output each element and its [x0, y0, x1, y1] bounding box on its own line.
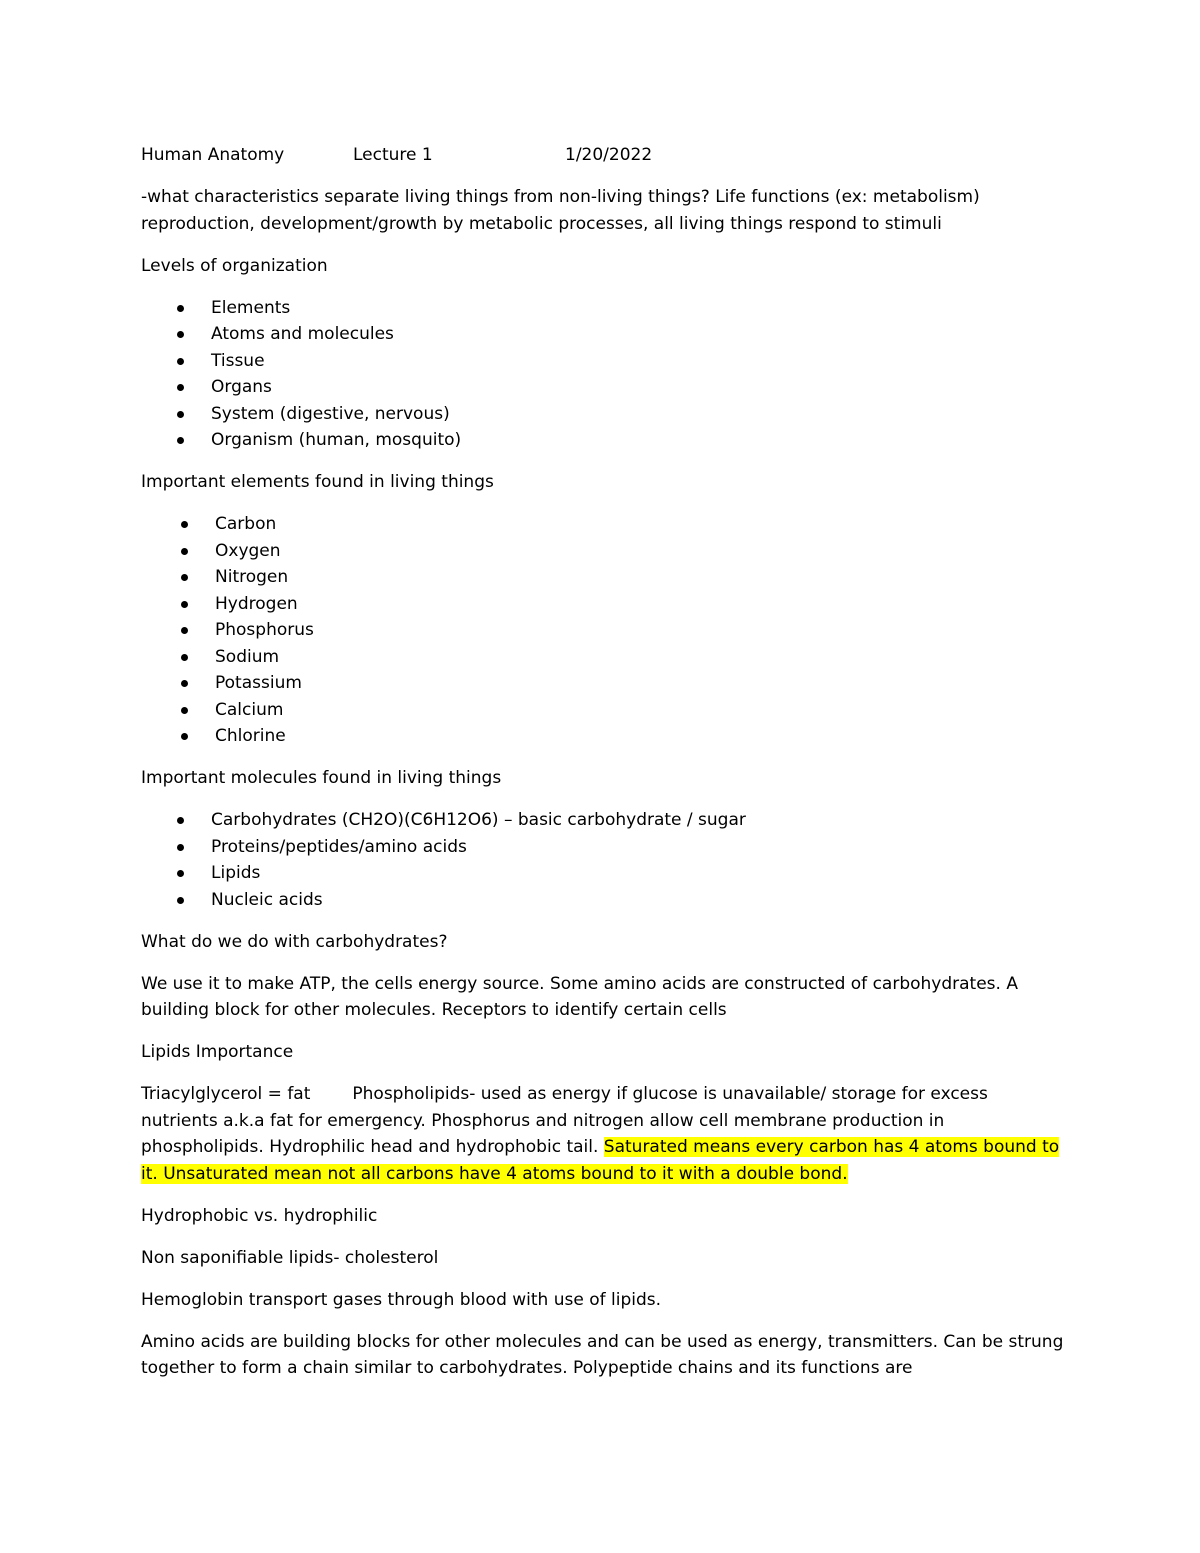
document-header — [141, 142, 1066, 169]
elements-list — [141, 511, 1066, 750]
lipids-body: Phospholipids- used as energy if glucose is unavailable/ storage for excess nutrients a.k.a fat for emergency. Phosphorus and nitrogen allow cell membrane production in phospholipids. Hydrophilic head and hydrophobic tail. — [141, 1084, 988, 1157]
intro-paragraph: -what characteristics separate living things from non-living things? Life functions (ex: metabolism) reproduction, development/growth by metabolic processes, all living things respond to stimuli — [141, 187, 980, 234]
list-item: System (digestive, nervous) — [141, 401, 1066, 428]
list-item: Chlorine — [141, 723, 1066, 750]
list-item: Lipids — [141, 860, 1066, 887]
list-item: Organism (human, mosquito) — [141, 427, 1066, 454]
highlighted-text: Saturated means every carbon has 4 atoms bound to it. Unsaturated mean not all carbons have 4 atoms bound to it with a double bond. — [141, 1137, 1060, 1184]
list-item: Tissue — [141, 348, 1066, 375]
lecture-number: Lecture 1 — [353, 145, 433, 165]
list-item: Atoms and molecules — [141, 321, 1066, 348]
lipids-term: Triacylglycerol = fat — [141, 1084, 311, 1104]
list-item: Oxygen — [141, 538, 1066, 565]
elements-heading: Important elements found in living things — [141, 472, 494, 492]
list-item: Nucleic acids — [141, 887, 1066, 914]
note-paragraph: Amino acids are building blocks for other molecules and can be used as energy, transmitters. Can be strung together to form a chain similar to carbohydrates. Polypeptide chains and its functions are — [141, 1331, 1064, 1378]
note-paragraph: Hemoglobin transport gases through blood with use of lipids. — [141, 1289, 662, 1310]
levels-list — [141, 295, 1066, 454]
lipids-paragraph — [141, 1081, 1066, 1187]
list-item: Proteins/peptides/amino acids — [141, 834, 1066, 861]
list-item: Nitrogen — [141, 564, 1066, 591]
note-paragraph: Non saponifiable lipids- cholesterol — [141, 1247, 439, 1268]
list-item: Carbohydrates (CH2O)(C6H12O6) – basic carbohydrate / sugar — [141, 807, 1066, 834]
carbs-question: What do we do with carbohydrates? — [141, 931, 448, 952]
list-item: Phosphorus — [141, 617, 1066, 644]
lecture-date: 1/20/2022 — [565, 145, 653, 165]
list-item: Organs — [141, 374, 1066, 401]
levels-heading: Levels of organization — [141, 255, 328, 276]
molecules-heading: Important molecules found in living things — [141, 768, 502, 788]
list-item: Sodium — [141, 644, 1066, 671]
list-item: Potassium — [141, 670, 1066, 697]
list-item: Elements — [141, 295, 1066, 322]
lipids-heading: Lipids Importance — [141, 1042, 294, 1062]
document-page — [141, 142, 1066, 1397]
molecules-list — [141, 807, 1066, 913]
list-item: Hydrogen — [141, 591, 1066, 618]
note-paragraph: Hydrophobic vs. hydrophilic — [141, 1205, 378, 1226]
list-item: Carbon — [141, 511, 1066, 538]
list-item: Calcium — [141, 697, 1066, 724]
carbs-answer: We use it to make ATP, the cells energy source. Some amino acids are constructed of carbohydrates. A building block for other molecules. Receptors to identify certain cells — [141, 973, 1018, 1020]
course-title: Human Anatomy — [141, 145, 285, 165]
